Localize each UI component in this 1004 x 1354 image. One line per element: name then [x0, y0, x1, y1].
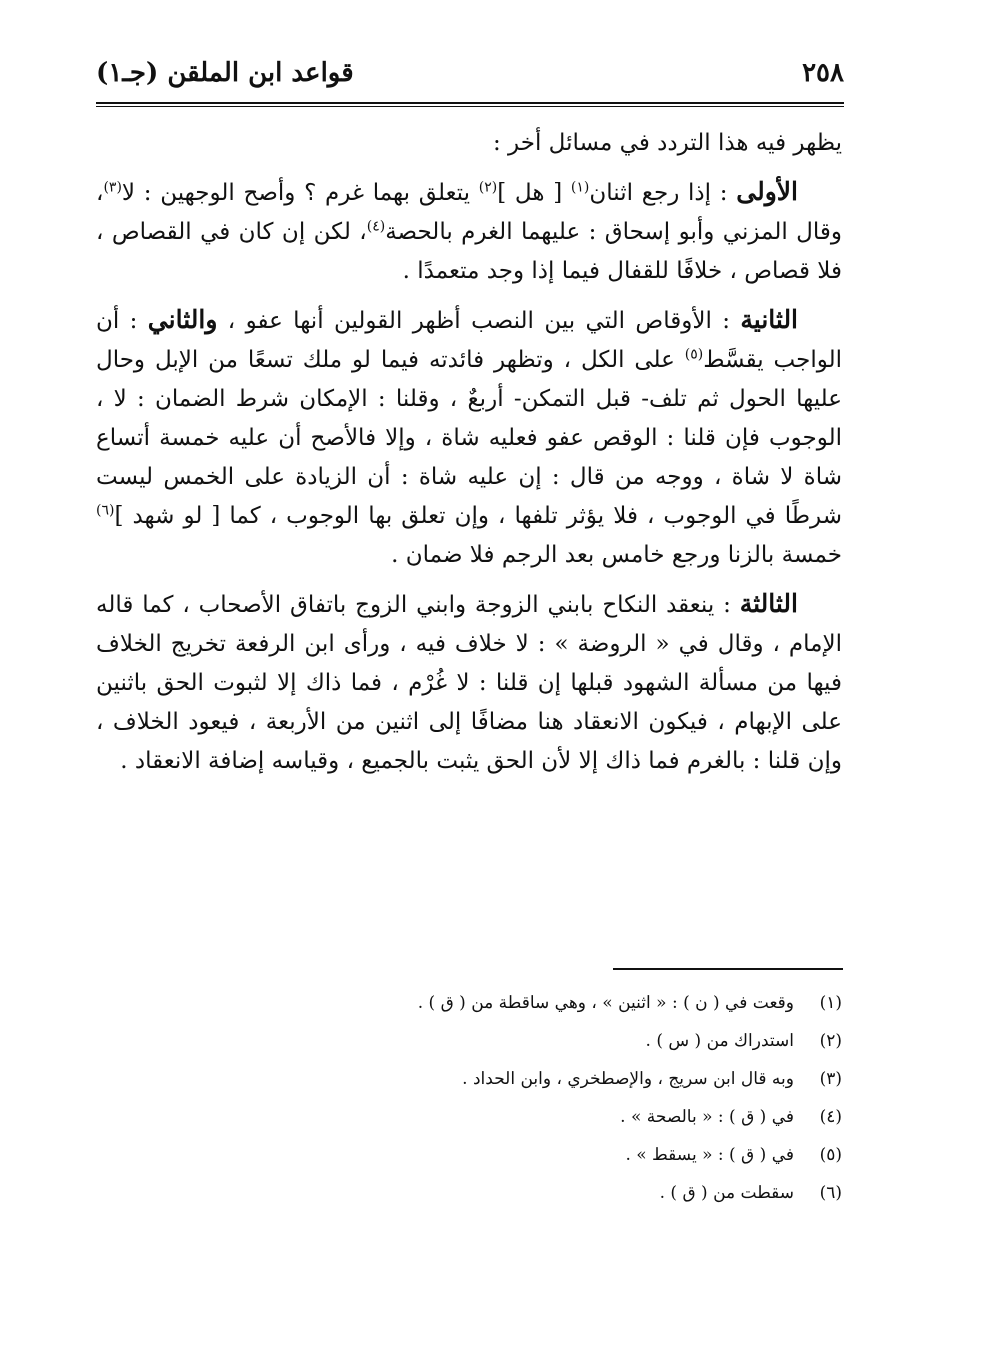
footnote-item — [96, 1022, 842, 1060]
footnote-marker: (٥) — [684, 346, 704, 363]
footnote-number: (١) — [819, 993, 842, 1013]
lead-word: الأولى — [736, 177, 798, 206]
page-number: ٢٥٨ — [802, 58, 844, 88]
lead-word: الثالثة — [739, 589, 798, 618]
footnote-text: سقطت من ( ق ) . — [659, 1183, 794, 1203]
footnote-marker: (١) — [570, 179, 590, 196]
footnote-number: (٥) — [819, 1145, 842, 1165]
footnote-number: (٢) — [819, 1031, 842, 1051]
footnote-item — [96, 1060, 842, 1098]
footnote-number: (٣) — [819, 1069, 842, 1089]
footnote-marker: (٢) — [478, 179, 498, 196]
text-run: خمسة بالزنا ورجع خامس بعد الرجم فلا ضمان . — [391, 542, 842, 568]
footnote-text: وقعت في ( ن ) : « اثنين » ، وهي ساقطة من ( ق ) . — [417, 993, 794, 1013]
header-rule — [96, 102, 844, 104]
footnote-text: استدراك من ( س ) . — [645, 1031, 794, 1051]
paragraph-second-issue — [96, 300, 842, 575]
text-run: على الكل ، وتظهر فائدته فيما لو ملك تسعًا من الإبل وحال عليها الحول ثم تلف- قبل التمكن- أربعٌ ، وقلنا : الإمكان شرط الضمان : لا ، الوجوب فإن قلنا : الوقص عفو فعليه شاة ، وإلا فالأصح أن عليه خمسة أتساع شاة لا شاة ، ووجه من قال : إن عليه شاة : أن الزيادة على الخمس ليست شرطًا في الوجوب ، فلا يؤثر تلفها ، وإن تعلق بها الوجوب ، كما [ لو شهد ] — [96, 347, 842, 529]
text-run: : أن الواجب يقسَّط — [96, 308, 843, 373]
footnote-rule — [613, 968, 843, 970]
footnote-number: (٤) — [819, 1107, 842, 1127]
footnote-text: في ( ق ) : « يسقط » . — [625, 1145, 794, 1165]
text-run: ، لكن إن كان في القصاص ، فلا قصاص ، خلافًا للقفال فيما إذا وجد متعمدًا . — [96, 219, 842, 284]
footnote-item — [96, 984, 842, 1022]
footnote-text: وبه قال ابن سريج ، والإصطخري ، وابن الحداد . — [462, 1069, 794, 1089]
footnote-text: في ( ق ) : « بالصحة » . — [620, 1107, 794, 1127]
intro-line: يظهر فيه هذا التردد في مسائل أخر : — [493, 130, 842, 156]
footnote-item — [96, 1136, 842, 1174]
text-run: : ينعقد النكاح بابني الزوجة وابني الزوج باتفاق الأصحاب ، كما قاله الإمام ، وقال في « الروضة » : لا خلاف فيه ، ورأى ابن الرفعة تخريج الخلاف فيها من مسألة الشهود قبلها إن قلنا : لا غُرْم ، فما ذاك إلا لثبوت الحق باثنين على الإبهام ، فيكون الانعقاد هنا مضافًا إلى اثنين من الأربعة ، فيعود الخلاف ، وإن قلنا : بالغرم فما ذاك إلا لأن الحق يثبت بالجميع ، وقياسه إضافة الانعقاد . — [96, 592, 842, 774]
text-run: [ هل ] — [497, 180, 571, 206]
body-text — [96, 124, 842, 790]
footnote-item — [96, 1174, 842, 1212]
text-run: : الأوقاص التي بين النصب أظهر القولين أنها عفو ، — [217, 308, 741, 334]
footnote-item — [96, 1098, 842, 1136]
paragraph-first-issue — [96, 172, 842, 291]
header-rule-thin — [96, 106, 844, 107]
lead-word: والثاني — [147, 305, 218, 334]
page-header — [96, 52, 844, 92]
footnote-marker: (٦) — [96, 502, 115, 519]
text-run: ، وقال المزني وأبو إسحاق : عليهما الغرم بالحصة — [96, 180, 842, 245]
lead-word: الثانية — [740, 305, 799, 334]
footnote-marker: (٤) — [366, 218, 386, 235]
text-run: : إذا رجع اثنان — [589, 180, 737, 206]
footnote-marker: (٣) — [103, 179, 122, 196]
footnote-number: (٦) — [819, 1183, 842, 1203]
paragraph-third-issue — [96, 584, 842, 781]
text-run: يتعلق بهما غرم ؟ وأصح الوجهين : لا — [121, 180, 479, 206]
running-title: قواعد ابن الملقن (جـ١) — [96, 58, 354, 88]
footnotes — [96, 984, 842, 1212]
